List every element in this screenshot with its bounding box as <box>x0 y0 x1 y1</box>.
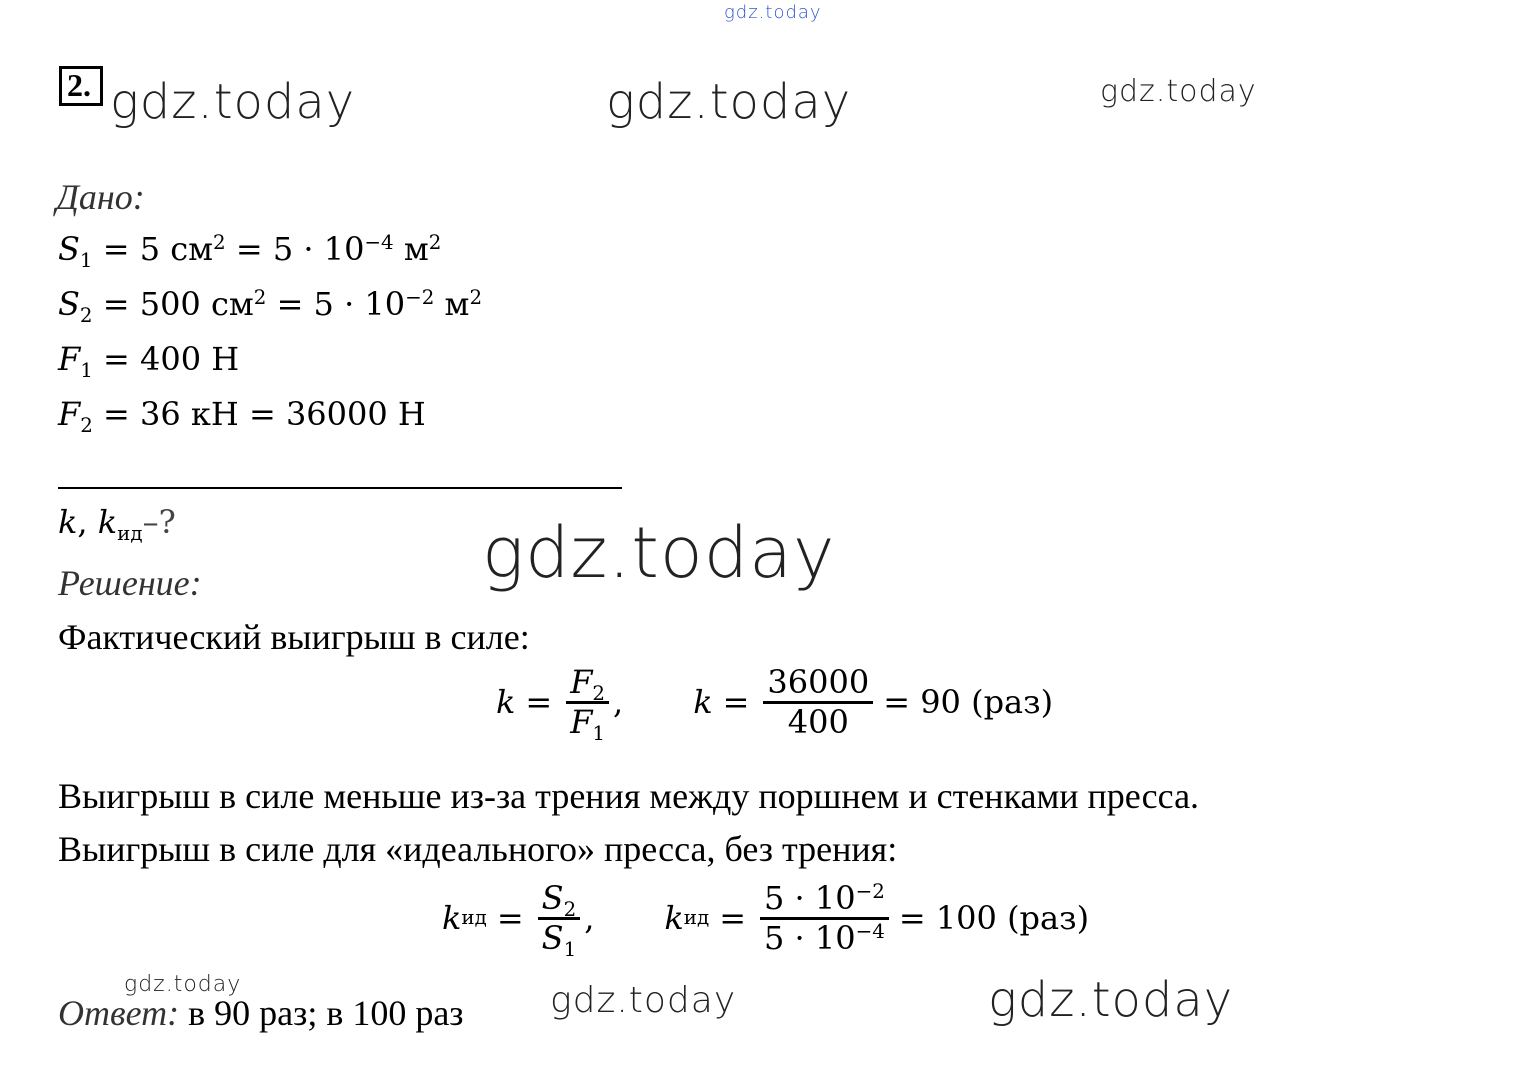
sup: 2 <box>213 231 226 255</box>
eq1-lhs: k <box>496 683 516 722</box>
watermark-header-left: gdz.today <box>110 74 356 130</box>
answer-label: Ответ: <box>58 993 180 1033</box>
answer-text: в 90 раз; в 100 раз <box>179 993 464 1033</box>
num: 36000 <box>767 663 870 701</box>
rhs2: = 5 · 10 <box>266 285 406 323</box>
num-var: F <box>570 663 593 701</box>
solution-label: Решение: <box>58 563 202 603</box>
den: 400 <box>787 702 849 741</box>
den-sup: −4 <box>855 919 885 943</box>
fraction-f2-f1 <box>566 663 609 745</box>
var: F <box>58 395 81 433</box>
rhs: = 500 см <box>102 285 254 323</box>
eq1-comma: , <box>613 683 624 722</box>
rhs: = 36 кН = 36000 Н <box>103 395 426 433</box>
given-line-s1 <box>58 230 442 272</box>
var: S <box>58 230 80 268</box>
rhs3: м <box>393 230 429 268</box>
sup3: 2 <box>428 231 442 255</box>
num-var: S <box>541 879 564 917</box>
watermark-middle: gdz.today <box>482 512 836 594</box>
eq2-eq: = <box>496 899 524 938</box>
ideal-heading: Выигрыш в силе для «идеального» пресса, без трения: <box>58 829 898 869</box>
den-sub: 1 <box>563 937 577 961</box>
watermark-header-right: gdz.today <box>1100 74 1257 109</box>
sup2: −2 <box>405 286 435 310</box>
fraction-36000-400 <box>763 664 873 741</box>
sub: 2 <box>80 413 93 437</box>
fraction-exponents <box>760 880 889 957</box>
watermark-header-center: gdz.today <box>606 74 852 130</box>
eq1-result: = 90 (раз) <box>883 683 1054 722</box>
given-line-f1 <box>58 340 240 382</box>
sub: 1 <box>79 248 93 272</box>
den-var: S <box>541 918 564 957</box>
eq2-result: = 100 (раз) <box>898 899 1090 938</box>
given-line-s2 <box>58 285 483 327</box>
given-separator <box>58 487 622 489</box>
find-kid: k <box>97 503 118 541</box>
actual-heading: Фактический выигрыш в силе: <box>58 617 530 657</box>
num-sub: 2 <box>563 897 577 921</box>
num-sub: 2 <box>592 681 606 705</box>
sub: 2 <box>79 303 93 327</box>
eq1-eq: = <box>525 683 553 722</box>
watermark-bottom-center: gdz.today <box>550 980 737 1021</box>
eq2-lhs2: k <box>664 899 684 938</box>
rhs: = 5 см <box>102 230 214 268</box>
answer-line <box>58 992 464 1034</box>
problem-number-box <box>59 66 103 106</box>
find-sep: , <box>77 503 98 541</box>
rhs3: м <box>434 285 470 323</box>
given-label: Дано: <box>56 177 145 217</box>
given-line-f2 <box>58 395 426 437</box>
eq1-lhs2: k <box>693 683 713 722</box>
watermark-top: gdz.today <box>724 2 822 23</box>
friction-note: Выигрыш в силе меньше из-за трения между поршнем и стенками пресса. <box>58 776 1200 816</box>
eq2-comma: , <box>584 899 595 938</box>
watermark-bottom-right: gdz.today <box>988 972 1234 1028</box>
sup: 2 <box>253 286 267 310</box>
find-tail: –? <box>142 503 176 541</box>
rhs: = 400 Н <box>103 340 240 378</box>
find-kid-sub: ид <box>117 521 143 545</box>
equation-ideal: k ид = $\frac{S_2}{S_1}$ , k ид = $\frac{5 \cdot 10^{-2}}{5 \cdot 10^{-4}}$ = 100 (раз) <box>442 879 1090 961</box>
sup2: −4 <box>364 231 394 255</box>
var: S <box>58 285 80 323</box>
find-line <box>58 503 176 545</box>
num: 5 · 10 <box>764 879 856 917</box>
rhs2: = 5 · 10 <box>225 230 365 268</box>
find-k: k <box>58 503 78 541</box>
var: F <box>58 340 81 378</box>
sub: 1 <box>80 358 93 382</box>
problem-number: 2. <box>67 67 91 103</box>
sup3: 2 <box>469 286 483 310</box>
eq2-eq2: = <box>719 899 746 938</box>
equation-actual <box>496 663 1054 745</box>
eq1-eq2: = <box>722 683 750 722</box>
den-var: F <box>570 702 593 741</box>
watermark-bottom-small: gdz.today <box>124 972 242 997</box>
den-sub: 1 <box>592 721 606 745</box>
den: 5 · 10 <box>764 918 856 957</box>
num-sup: −2 <box>855 880 885 904</box>
eq2-lhs: k <box>442 899 462 938</box>
fraction-s2-s1 <box>538 879 581 961</box>
